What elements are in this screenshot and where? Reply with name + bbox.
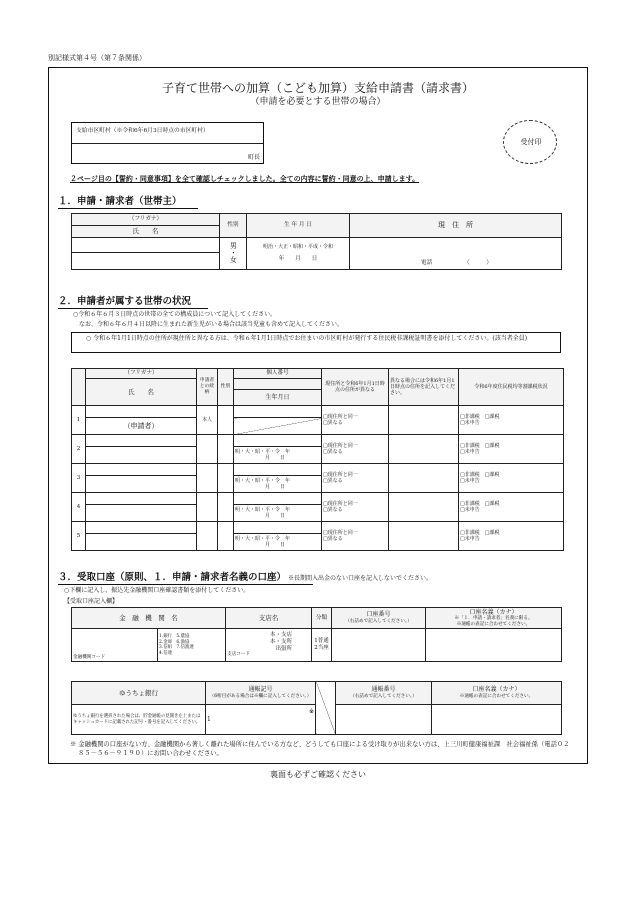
municipality-suffix: 町長 [247,153,260,161]
row-address-input[interactable] [389,435,459,464]
row-gender-input[interactable] [218,464,234,493]
yucho-diagonal [316,682,336,735]
col-furigana: （フリガナ） [86,369,197,379]
row-furigana-input[interactable] [86,522,197,534]
header-furigana: （フリガナ） [72,214,220,226]
section1-heading: １．申請・請求者（世帯主） [58,196,182,207]
furigana-input[interactable] [72,238,220,253]
row-tax-choice[interactable]: □非課税 □課税 □未申告 [459,493,564,522]
form-number: 別記様式第４号（第７条関係） [48,54,146,62]
yucho-description: ゆうちょ銀行を選択された場合は、貯金通帳の見開き左上またはキャッシュカードに記載された記号・番号を記入してください。 [72,705,206,735]
row-gender-input[interactable] [218,435,234,464]
row-relation-input[interactable] [197,464,218,493]
section2-heading: ２．申請者が属する世帯の状況 [58,296,192,307]
receipt-stamp: 受付印 [503,120,557,164]
header-address: 現 住 所 [350,214,562,238]
gender-options[interactable]: 男・女 [220,238,247,270]
self-label: 本人 [197,406,218,435]
row-address-choice[interactable]: □現住所と同一 □異なる [322,406,389,435]
yucho-symbol-header: 通帳記号 （6桁目がある場合は※欄に記入してください。） [206,682,316,705]
col-address-diff: 異なる場合には令和6年1月1日時点の住所を記入してください。 [389,369,459,406]
row-gender-input[interactable] [218,493,234,522]
row-number: 5 [72,522,86,551]
header-gender: 性別 [220,214,247,238]
row-personal-input[interactable] [234,464,322,476]
applicant-label: （申請者） [86,418,197,435]
col-relation: 申請者との続柄 [197,369,218,406]
row-tax-choice[interactable]: □非課税 □課税 □未申告 [459,522,564,551]
back-note: 裏面も必ずご確認ください [270,770,366,779]
row-address-choice[interactable]: □現住所と同一 □異なる [322,435,389,464]
section3-heading-line [58,572,432,584]
row-name-input[interactable] [86,534,197,551]
row-number: 2 [72,435,86,464]
row-dob-input[interactable] [234,418,322,435]
row-tax-choice[interactable]: □非課税 □課税 □未申告 [459,406,564,435]
yucho-symbol-input[interactable]: 1 ※ [206,705,316,735]
row-address-choice[interactable]: □現住所と同一 □異なる [322,464,389,493]
header-name: 氏 名 [72,226,220,238]
yucho-header: ゆうちょ銀行 [72,682,206,705]
yucho-holder-input[interactable] [432,705,562,735]
holder-header: 口座名義（カナ） ※「１．申請・請求者」名義に限る。 ※通帳の表記に合わせてください。 [426,608,562,629]
applicant-table [71,213,562,270]
col-personal-number: 個人番号 [234,369,322,379]
row-dob-input[interactable]: 明・大・昭・平・令 年 月 日 [234,447,322,464]
yucho-table [71,681,562,735]
bank-name-header: 金 融 機 関 名 [72,608,226,629]
footer-note: ※ 金融機関の口座がない方、金融機関から著しく離れた場所に住んでいる方など、どうしても口座による受け取りが出来ない方は、上三川町健康福祉課 社会福祉係（電話０２８５－５６－９１９０）にお問い合わせください。 [70,741,570,758]
section3-note1: ○下欄に記入し、振込先金融機関口座確認書類を添付してください。 [64,587,250,594]
col-address-same: 現住所と令和6年1月1日時点の住所が異なる [322,369,389,406]
section2-note3: ○ 令和６年1月1日時点の住所が現住所と異なる方は、令和６年1月1日時点でお住まいの市区町村が発行する住民税非課税証明書を添付してください。(該当者全員) [71,332,561,353]
municipality-box [71,122,264,164]
col-dob: 生年月日 [234,390,322,406]
yucho-holder-header: 口座名義（カナ） ※通帳の表記に合わせてください。 [432,682,562,705]
row-address-input[interactable] [389,406,459,435]
category-header: 分類 [312,608,332,629]
row-furigana-input[interactable] [86,435,197,447]
col-tax-status: 令和6年度住民税均等割課税状況 [459,369,564,406]
section3-label: 【受取口座記入欄】 [64,598,119,605]
row-personal-input[interactable] [234,522,322,534]
row-personal-input[interactable] [234,406,322,418]
row-name-input[interactable] [86,505,197,522]
municipality-note: （※令和6年6月3日時点の市区町村） [110,128,209,134]
row-furigana-input[interactable] [86,464,197,476]
row-personal-input[interactable] [234,435,322,447]
row-name-input[interactable] [86,447,197,464]
row-address-input[interactable] [389,493,459,522]
name-input[interactable] [72,253,220,270]
page-title: 子育て世帯への加算（こども加算）支給申請書（請求書） [161,81,474,95]
row-gender-input[interactable] [218,522,234,551]
holder-input[interactable] [426,629,562,662]
row-name-input[interactable] [86,476,197,493]
row-address-input[interactable] [389,464,459,493]
category-options[interactable]: 1普通 2当座 [312,629,332,662]
row-relation-input[interactable] [197,493,218,522]
section2-note1: ○令和６年６月３日時点の世帯の全ての構成員について記入してください。 [73,311,277,318]
section3-heading-note: ※長期間入出金のない口座を記入しないでください。 [287,575,432,582]
row-address-choice[interactable]: □現住所と同一 □異なる [322,493,389,522]
bank-name-input[interactable]: 金融機関コード [72,629,158,662]
section3-heading: ３．受取口座（原則、１．申請・請求者名義の口座） [58,572,287,583]
municipality-input[interactable] [75,145,230,157]
col-gender: 性別 [218,369,234,406]
page-subtitle: （申請を必要とする世帯の場合） [250,97,386,107]
col-name: 氏 名 [86,379,197,406]
row-furigana-input[interactable] [86,493,197,505]
yucho-number-header: 通帳番号 （右詰めで記入してください。） [336,682,432,705]
address-input[interactable]: 電話 （ ） [350,238,562,270]
row-tax-choice[interactable]: □非課税 □課税 □未申告 [459,435,564,464]
row-relation-input[interactable] [197,522,218,551]
row-dob-input[interactable]: 明・大・昭・平・令 年 月 日 [234,534,322,551]
row-dob-input[interactable]: 明・大・昭・平・令 年 月 日 [234,476,322,493]
row-relation-input[interactable] [197,435,218,464]
row-furigana-input[interactable] [86,406,197,418]
branch-name-input[interactable]: 本・支店 本・支所 出張所 支店コード [226,629,312,662]
header-dob: 生 年 月 日 [247,214,350,238]
row-address-choice[interactable]: □現住所と同一 □異なる [322,522,389,551]
row-gender-input[interactable] [218,406,234,435]
row-dob-input[interactable]: 明・大・昭・平・令 年 月 日 [234,505,322,522]
municipality-label: 支給市区町村 [76,128,111,134]
bank-type-options[interactable]: 1.銀行 5.農協 2.金庫 6.漁協 3.信組 7.信漁連 4.信連 [158,629,226,662]
section2-note2: なお、令和６年６月４日以降に生まれた新生児がいる場合は該当児童も含めて記入してください。 [79,321,344,328]
yucho-number-input[interactable] [336,705,432,735]
row-number: 3 [72,464,86,493]
dob-input[interactable]: 明治・大正・昭和・平成・令和 年 月 日 [247,238,350,270]
household-table [71,368,564,551]
row-tax-choice[interactable]: □非課税 □課税 □未申告 [459,464,564,493]
account-number-input[interactable] [332,629,426,662]
bank-table [71,607,562,662]
row-number: 4 [72,493,86,522]
account-number-header: 口座番号 （右詰めで記入してください。） [332,608,426,629]
pledge-text: ２ページ目の【誓約・同意事項】を全て確認しチェックしました。全ての内容に誓約・同意の上、申請します。 [70,174,420,183]
row-number: 1 [72,406,86,435]
row-personal-input[interactable] [234,493,322,505]
branch-name-header: 支店名 [226,608,312,629]
row-address-input[interactable] [389,522,459,551]
